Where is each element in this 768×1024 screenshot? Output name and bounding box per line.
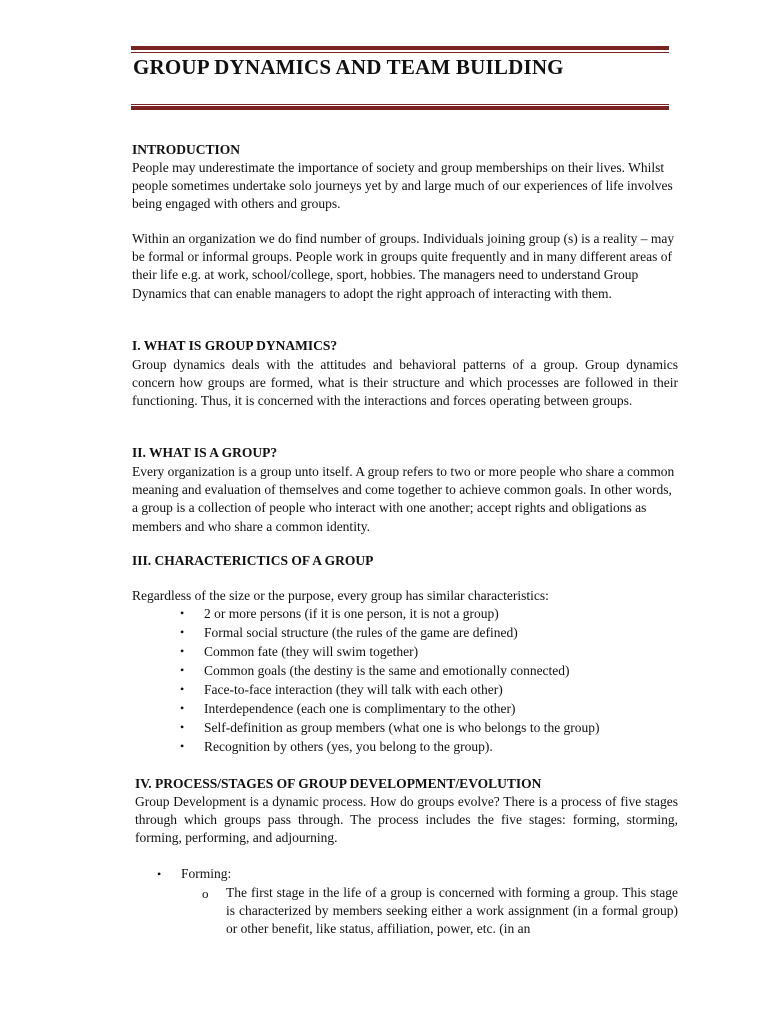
- bullet-icon: •: [180, 701, 185, 715]
- bullet-icon: •: [180, 720, 185, 734]
- list-item: [132, 680, 672, 699]
- sub-bullet-icon: o: [202, 886, 209, 901]
- top-rule-thin: [131, 52, 669, 53]
- list-item-text: Common goals (the destiny is the same and emotionally connected): [204, 663, 570, 678]
- intro-paragraph-1: People may underestimate the importance of society and group memberships on their lives. Whilst people sometimes undertake solo journeys yet by and large much of our experiences of life involves being engaged with others and groups.: [132, 160, 673, 212]
- top-rule: [131, 46, 669, 50]
- bullet-icon: •: [180, 739, 185, 753]
- stage-forming-label: Forming:: [181, 866, 232, 881]
- bullet-icon: •: [157, 867, 162, 881]
- list-item-text: Recognition by others (yes, you belong to the group).: [204, 739, 493, 754]
- list-item: [132, 623, 672, 642]
- list-item-text: 2 or more persons (if it is one person, it is not a group): [204, 606, 499, 621]
- intro-heading: INTRODUCTION: [132, 142, 241, 157]
- section-1-paragraph: Group dynamics deals with the attitudes and behavioral patterns of a group. Group dynamics concern how groups are formed, what is their structure and which processes are followed in their functioning. Thus, it is concerned with the interactions and forces operating between groups.: [132, 357, 678, 409]
- bullet-icon: •: [180, 606, 185, 620]
- bullet-icon: •: [180, 663, 185, 677]
- section-2-paragraph: Every organization is a group unto itself. A group refers to two or more people who share a common meaning and evaluation of themselves and come together to achieve common goals. In other words, a group is a collection of people who interact with one another; accept rights and obligations as members and who share a common identity.: [132, 464, 675, 534]
- section-3-intro: Regardless of the size or the purpose, every group has similar characteristics:: [132, 588, 549, 603]
- section-1-heading: I. WHAT IS GROUP DYNAMICS?: [132, 338, 338, 353]
- list-item-text: Interdependence (each one is complimentary to the other): [204, 701, 516, 716]
- bullet-icon: •: [180, 682, 185, 696]
- bullet-icon: •: [180, 644, 185, 658]
- bullet-icon: •: [180, 625, 185, 639]
- list-item-text: Formal social structure (the rules of the game are defined): [204, 625, 518, 640]
- list-item: [132, 718, 672, 737]
- list-item: [132, 699, 672, 718]
- list-item-text: Face-to-face interaction (they will talk with each other): [204, 682, 503, 697]
- characteristics-list: [132, 604, 672, 756]
- bottom-rule-thin: [131, 104, 669, 105]
- intro-paragraph-2: Within an organization we do find number of groups. Individuals joining group (s) is a reality – may be formal or informal groups. People work in groups quite frequently and in many different areas of their life e.g. at work, school/college, sport, hobbies. The managers need to understand Group Dynamics that can enable managers to adopt the right approach of interacting with them.: [132, 231, 675, 301]
- list-item: [132, 737, 672, 756]
- section-4-paragraph: Group Development is a dynamic process. How do groups evolve? There is a process of five stages through which groups pass through. The process includes the five stages: forming, storming, forming, performing, and adjourning.: [135, 794, 678, 846]
- document-title: GROUP DYNAMICS AND TEAM BUILDING: [133, 55, 564, 79]
- bottom-rule: [131, 106, 669, 110]
- list-item: [132, 661, 672, 680]
- section-3-heading: III. CHARACTERICTICS OF A GROUP: [132, 553, 374, 568]
- list-item: [132, 604, 672, 623]
- list-item-text: Common fate (they will swim together): [204, 644, 419, 659]
- list-item: [132, 642, 672, 661]
- section-4-heading: IV. PROCESS/STAGES OF GROUP DEVELOPMENT/EVOLUTION: [135, 776, 542, 791]
- section-2-heading: II. WHAT IS A GROUP?: [132, 445, 278, 460]
- list-item-text: Self-definition as group members (what one is who belongs to the group): [204, 720, 600, 735]
- forming-description: The first stage in the life of a group is concerned with forming a group. This stage is characterized by members seeking either a work assignment (in a formal group) or other benefit, like status, affiliation, power, etc. (in an: [226, 885, 678, 937]
